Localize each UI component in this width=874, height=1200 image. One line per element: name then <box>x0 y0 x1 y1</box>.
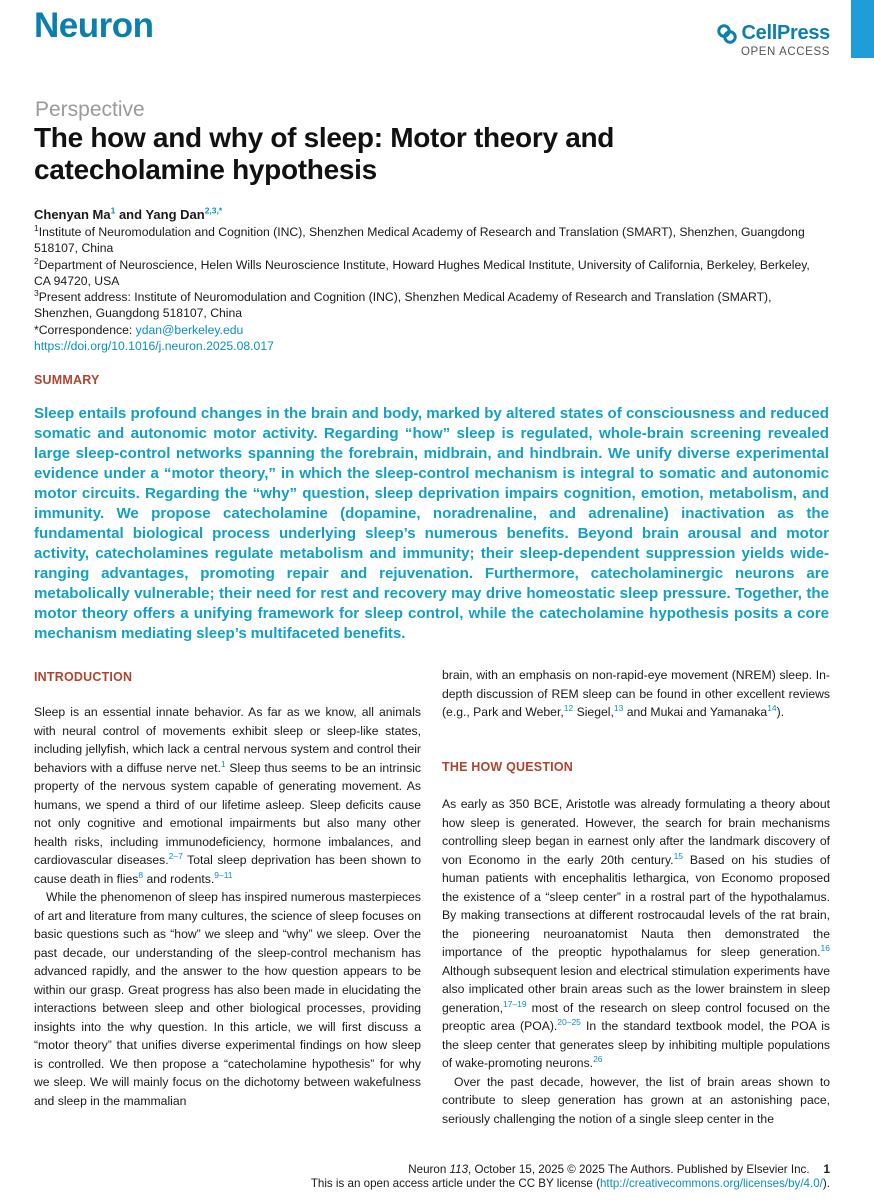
citation-line: Neuron 113, October 15, 2025 © 2025 The Authors. Published by Elsevier Inc. 1 <box>408 1163 830 1176</box>
open-access-label: OPEN ACCESS <box>740 46 830 58</box>
affiliation-number: 2 <box>34 255 39 266</box>
affiliations <box>34 224 824 354</box>
citation-ref[interactable]: 9–11 <box>214 869 233 880</box>
paragraph: As early as 350 BCE, Aristotle was already formulating a theory about how sleep is generated. However, the search for brain mechanisms controlling sleep began in earnest only after the landmark discovery of von Economo in the early 20th century.$^{15}$ Based on his studies of human patients with encephalitis lethargica, von Economo proposed the existence of a “sleep center” in a rostral part of the hypothalamus. By making transections at different rostrocaudal levels of the rat brain, the pioneering neuroanatomist Nauta then demonstrated the importance of the preoptic hypothalamus for sleep generation.$^{16}$ Although subsequent lesion and electrical stimulation experiments have also implicated other brain areas such as the lower brainstem in sleep generation,$^{17-19}$ most of the research on sleep control focused on the preoptic area (POA).$^{20-25}$ In the standard textbook model, the POA is the sleep center that generates sleep by inhibiting multiple populations of wake-promoting neurons.$^{26}$ <box>442 797 831 1070</box>
affiliation-number: 1 <box>34 222 39 233</box>
affiliation <box>34 289 824 322</box>
publisher-name: CellPress <box>741 22 830 44</box>
doi-link[interactable]: https://doi.org/10.1016/j.neuron.2025.08.017 <box>34 339 274 354</box>
how-question-heading: THE HOW QUESTION <box>442 760 573 774</box>
header-accent-bar <box>851 0 874 58</box>
citation-ref[interactable]: 16 <box>820 942 830 953</box>
page-number: 1 <box>823 1163 830 1176</box>
affiliation-text: Present address: Institute of Neuromodulation and Cognition (INC), Shenzhen Medical Academy of Research and Translation (SMART), Shenzhen, Guangdong 518107, China <box>34 290 772 321</box>
publisher-logo <box>716 22 830 58</box>
paragraph: Over the past decade, however, the list of brain areas shown to contribute to sleep generation has grown at an astonishing pace, seriously challenging the notion of a single sleep center in the <box>442 1074 830 1126</box>
citation-ref[interactable]: 26 <box>593 1053 603 1064</box>
correspondence <box>34 322 824 338</box>
right-column-bottom <box>442 795 830 1128</box>
correspondence-label: *Correspondence: <box>34 322 136 337</box>
author-affiliation-ref[interactable]: 2,3, <box>204 205 219 216</box>
citation-ref[interactable]: 12 <box>563 702 574 713</box>
correspondence-star[interactable]: * <box>218 205 223 216</box>
paragraph: Sleep is an essential innate behavior. As far as we know, all animals with neural control of movements exhibit sleep or sleep-like states, including jellyfish, which lack a central nervous system and control their behaviors with a diffuse nerve net.$^1$ Sleep thus seems to be an intrinsic property of the nervous system capable of generating movement. As humans, we spend a third of our lifetime asleep. Sleep deficits cause not only cognitive and emotional impairments but also many other health risks, including immunodeficiency, hormone imbalances, and cardiovascular diseases.$^{2-7}$ Total sleep deprivation has been shown to cause death in flies$^8$ and rodents.$^{9-11}$ <box>34 705 422 886</box>
journal-name: Neuron <box>34 6 154 45</box>
author-affiliation-ref[interactable]: 1 <box>110 205 116 216</box>
article-title: The how and why of sleep: Motor theory and catecholamine hypothesis <box>34 122 615 185</box>
author-joiner: and <box>118 207 143 222</box>
affiliation-text: Institute of Neuromodulation and Cognition (INC), Shenzhen Medical Academy of Research and Translation (SMART), Shenzhen, Guangdong 518107, China <box>34 225 805 256</box>
citation-ref[interactable]: 14 <box>767 702 777 713</box>
doi <box>34 338 824 354</box>
citation-ref[interactable]: 8 <box>138 869 144 880</box>
paragraph: While the phenomenon of sleep has inspired numerous masterpieces of art and literature from many cultures, the science of sleep focuses on basic questions such as “how” we sleep and “why” we sleep. Over the past decade, our understanding of the sleep-control mechanism has advanced rapidly, and the answer to the how question appears to be within our grasp. Great progress has also been made in elucidating the interactions between sleep and other biological processes, providing insights into the why question. In this article, we will first discuss a “motor theory” that unifies diverse experimental findings on how sleep is controlled. We then propose a “catecholamine hypothesis” for why we sleep. We will mainly focus on the dichotomy between wakefulness and sleep in the mammalian <box>34 890 421 1108</box>
page-footer <box>311 1163 830 1191</box>
article-type: Perspective <box>35 98 145 121</box>
affiliation <box>34 257 824 290</box>
affiliation <box>34 224 824 257</box>
paragraph: brain, with an emphasis on non-rapid-eye movement (NREM) sleep. In-depth discussion of REM sleep can be found in other excellent reviews (e.g., Park and Weber,$^{12}$ Siegel,$^{13}$ and Mukai and Yamanaka$^{14}$). <box>442 668 830 719</box>
summary-text: Sleep entails profound changes in the brain and body, marked by altered states of consciousness and reduced somatic and autonomic motor activity. Regarding “how” sleep is regulated, whole-brain screening revealed large sleep-control networks spanning the forebrain, midbrain, and hindbrain. We unify diverse experimental evidence under a “motor theory,” in which the sleep-control mechanism is integral to somatic and autonomic motor circuits. Regarding the “why” question, sleep deprivation impairs cognition, emotion, metabolism, and immunity. We propose catecholamine (dopamine, noradrenaline, and adrenaline) inactivation as the fundamental biological process underlying sleep’s numerous benefits. Beyond brain arousal and motor activity, catecholamines regulate metabolism and immunity; their sleep-dependent suppression yields wide-ranging advantages, promoting repair and rejuvenation. Furthermore, catecholaminergic neurons are metabolically vulnerable; their need for rest and recovery may drive homeostatic sleep pressure. Together, the motor theory offers a unifying framework for sleep control, while the catecholamine hypothesis posits a core mechanism mediating sleep’s multifaceted benefits. <box>34 405 829 642</box>
author-name: Yang Dan <box>145 207 205 222</box>
correspondence-email-link[interactable]: ydan@berkeley.edu <box>135 322 244 337</box>
license-link[interactable]: http://creativecommons.org/licenses/by/4.0/ <box>599 1177 823 1190</box>
right-column-top <box>442 666 830 722</box>
cellpress-logo-icon <box>716 23 738 45</box>
affiliation-number: 3 <box>34 288 39 299</box>
citation-ref[interactable]: 20–25 <box>557 1016 581 1027</box>
summary-heading: SUMMARY <box>34 373 100 387</box>
left-column <box>34 703 421 1110</box>
introduction-heading: INTRODUCTION <box>34 670 133 684</box>
citation-ref[interactable]: 1 <box>220 758 226 769</box>
author-list <box>34 207 222 222</box>
citation-ref[interactable]: 2–7 <box>168 850 183 861</box>
citation-ref[interactable]: 17–19 <box>503 998 527 1009</box>
citation-ref[interactable]: 13 <box>613 702 624 713</box>
citation-ref[interactable]: 15 <box>673 850 684 861</box>
affiliation-text: Department of Neuroscience, Helen Wills Neuroscience Institute, Howard Hughes Medical Institute, University of California, Berkeley, Berkeley, CA 94720, USA <box>34 257 810 288</box>
license-line: This is an open access article under the CC BY license (http://creativecommons.org/licenses/by/4.0/). <box>310 1177 830 1190</box>
author-name: Chenyan Ma <box>34 207 111 222</box>
